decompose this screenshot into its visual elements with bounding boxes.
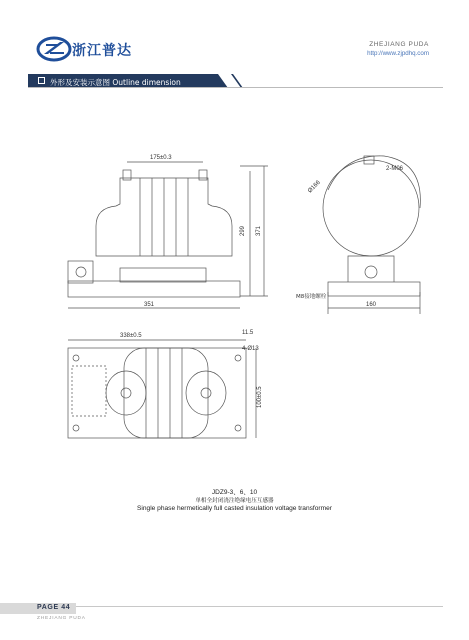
dim-depth: 100±0.5 <box>257 386 263 408</box>
dim-terminal: 2-M06 <box>386 166 404 172</box>
mount-hole-2 <box>73 425 79 431</box>
caption-english: Single phase hermetically full casted insulation voltage transformer <box>137 505 332 512</box>
nameplate-hatch <box>72 366 106 416</box>
mount-hole-1 <box>73 355 79 361</box>
company-url[interactable]: http://www.zjpdhq.com <box>367 50 429 57</box>
bottom-body <box>124 348 208 438</box>
dim-height-inner: 299 <box>240 225 246 236</box>
outline-drawing <box>28 96 443 516</box>
dim-hole-spacing: 338±0.5 <box>120 333 142 339</box>
front-base-plate <box>68 281 240 297</box>
dim-hole-dia: 11.5 <box>242 330 254 336</box>
mount-hole-3 <box>235 355 241 361</box>
logo-text: 浙江普达 <box>72 43 132 59</box>
bracket-hole <box>76 267 86 277</box>
bottom-base-plate <box>68 348 246 438</box>
bottom-left-lobe <box>106 371 146 415</box>
terminal-right <box>199 170 207 180</box>
footer-company: ZHEJIANG PUDA <box>37 616 86 621</box>
dim-holes: 4-Ø13 <box>242 346 259 352</box>
dim-base-width: 351 <box>144 302 155 308</box>
front-bracket <box>68 261 93 283</box>
section-bullet-icon <box>38 77 45 84</box>
caption-chinese: 单相全封闭浇注绝缘电压互感器 <box>195 498 274 504</box>
terminal-left <box>123 170 131 180</box>
side-hole <box>365 266 377 278</box>
dim-height-outer: 371 <box>256 225 262 236</box>
bottom-left-boss <box>121 388 131 398</box>
company-name: ZHEJIANG PUDA <box>369 41 429 48</box>
dim-side-width: 160 <box>366 302 377 308</box>
dim-top-width: 175±0.3 <box>150 155 172 161</box>
bottom-right-lobe <box>186 371 226 415</box>
mount-hole-4 <box>235 425 241 431</box>
dim-ground: M8接地螺栓 <box>296 294 327 300</box>
section-title: 外形及安装示意图 Outline dimension <box>50 78 181 87</box>
front-lower-body <box>120 268 206 282</box>
dim-diameter: Ø166 <box>307 179 322 195</box>
page-number: PAGE 44 <box>37 604 71 611</box>
footer-divider <box>28 606 443 607</box>
side-base-plate <box>328 282 420 296</box>
bottom-right-boss <box>201 388 211 398</box>
caption-model: JDZ9-3、6、10 <box>211 489 258 496</box>
